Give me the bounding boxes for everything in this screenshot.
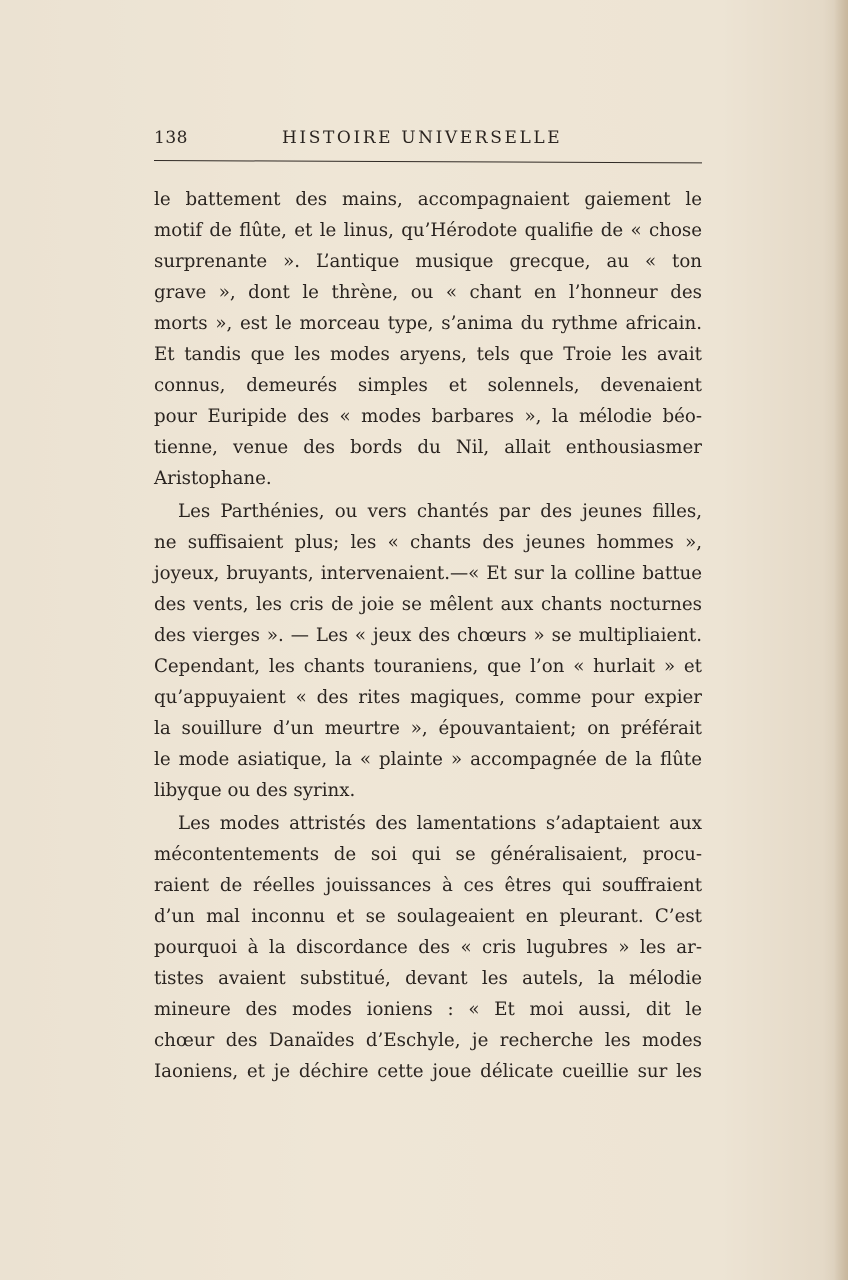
- text-line: mineure des modes ioniens : « Et moi aussi, dit le: [154, 999, 702, 1020]
- text-line: des vierges ». — Les « jeux des chœurs » se multipliaient.: [154, 625, 702, 646]
- text-line: connus, demeurés simples et solennels, devenaient: [154, 375, 702, 396]
- text-line: des vents, les cris de joie se mêlent aux chants nocturnes: [154, 594, 702, 615]
- running-title: HISTOIRE UNIVERSELLE: [282, 128, 563, 148]
- text-line: raient de réelles jouissances à ces êtres qui souffraient: [154, 875, 702, 896]
- text-line: pour Euripide des « modes barbares », la mélodie béo-: [154, 406, 702, 427]
- text-line: grave », dont le thrène, ou « chant en l’honneur des: [154, 282, 702, 303]
- text-line: surprenante ». L’antique musique grecque, au « ton: [154, 251, 702, 272]
- text-line: tistes avaient substitué, devant les autels, la mélodie: [154, 968, 702, 989]
- running-header: [154, 124, 702, 152]
- text-line: le mode asiatique, la « plainte » accompagnée de la flûte: [154, 749, 702, 770]
- text-line: mécontentements de soi qui se généralisaient, procu-: [154, 844, 702, 865]
- text-line: Les modes attristés des lamentations s’adaptaient aux: [178, 813, 702, 834]
- text-line: la souillure d’un meurtre », épouvantaient; on préférait: [154, 718, 702, 739]
- text-line: motif de flûte, et le linus, qu’Hérodote qualifie de « chose: [154, 220, 702, 241]
- text-line: Et tandis que les modes aryens, tels que Troie les avait: [154, 344, 702, 365]
- body-text: [154, 184, 702, 1087]
- page-number: 138: [154, 128, 188, 148]
- page-edge-shadow: [834, 0, 848, 1280]
- text-line: tienne, venue des bords du Nil, allait enthousiasmer: [154, 437, 702, 458]
- text-line: d’un mal inconnu et se soulageaient en pleurant. C’est: [154, 906, 702, 927]
- header-rule: [154, 160, 702, 163]
- text-line: joyeux, bruyants, intervenaient.—« Et sur la colline battue: [154, 563, 702, 584]
- text-line: pourquoi à la discordance des « cris lugubres » les ar-: [154, 937, 702, 958]
- text-line: Les Parthénies, ou vers chantés par des jeunes filles,: [178, 501, 702, 522]
- text-line: ne suffisaient plus; les « chants des jeunes hommes »,: [154, 532, 702, 553]
- text-line: Cependant, les chants touraniens, que l’on « hurlait » et: [154, 656, 702, 677]
- text-line: libyque ou des syrinx.: [154, 780, 356, 801]
- text-line: Aristophane.: [154, 468, 272, 489]
- text-line: le battement des mains, accompagnaient gaiement le: [154, 189, 702, 210]
- text-line: morts », est le morceau type, s’anima du rythme africain.: [154, 313, 702, 334]
- text-line: Iaoniens, et je déchire cette joue délicate cueillie sur les: [154, 1061, 702, 1082]
- text-line: chœur des Danaïdes d’Eschyle, je recherche les modes: [154, 1030, 702, 1051]
- text-line: qu’appuyaient « des rites magiques, comme pour expier: [154, 687, 702, 708]
